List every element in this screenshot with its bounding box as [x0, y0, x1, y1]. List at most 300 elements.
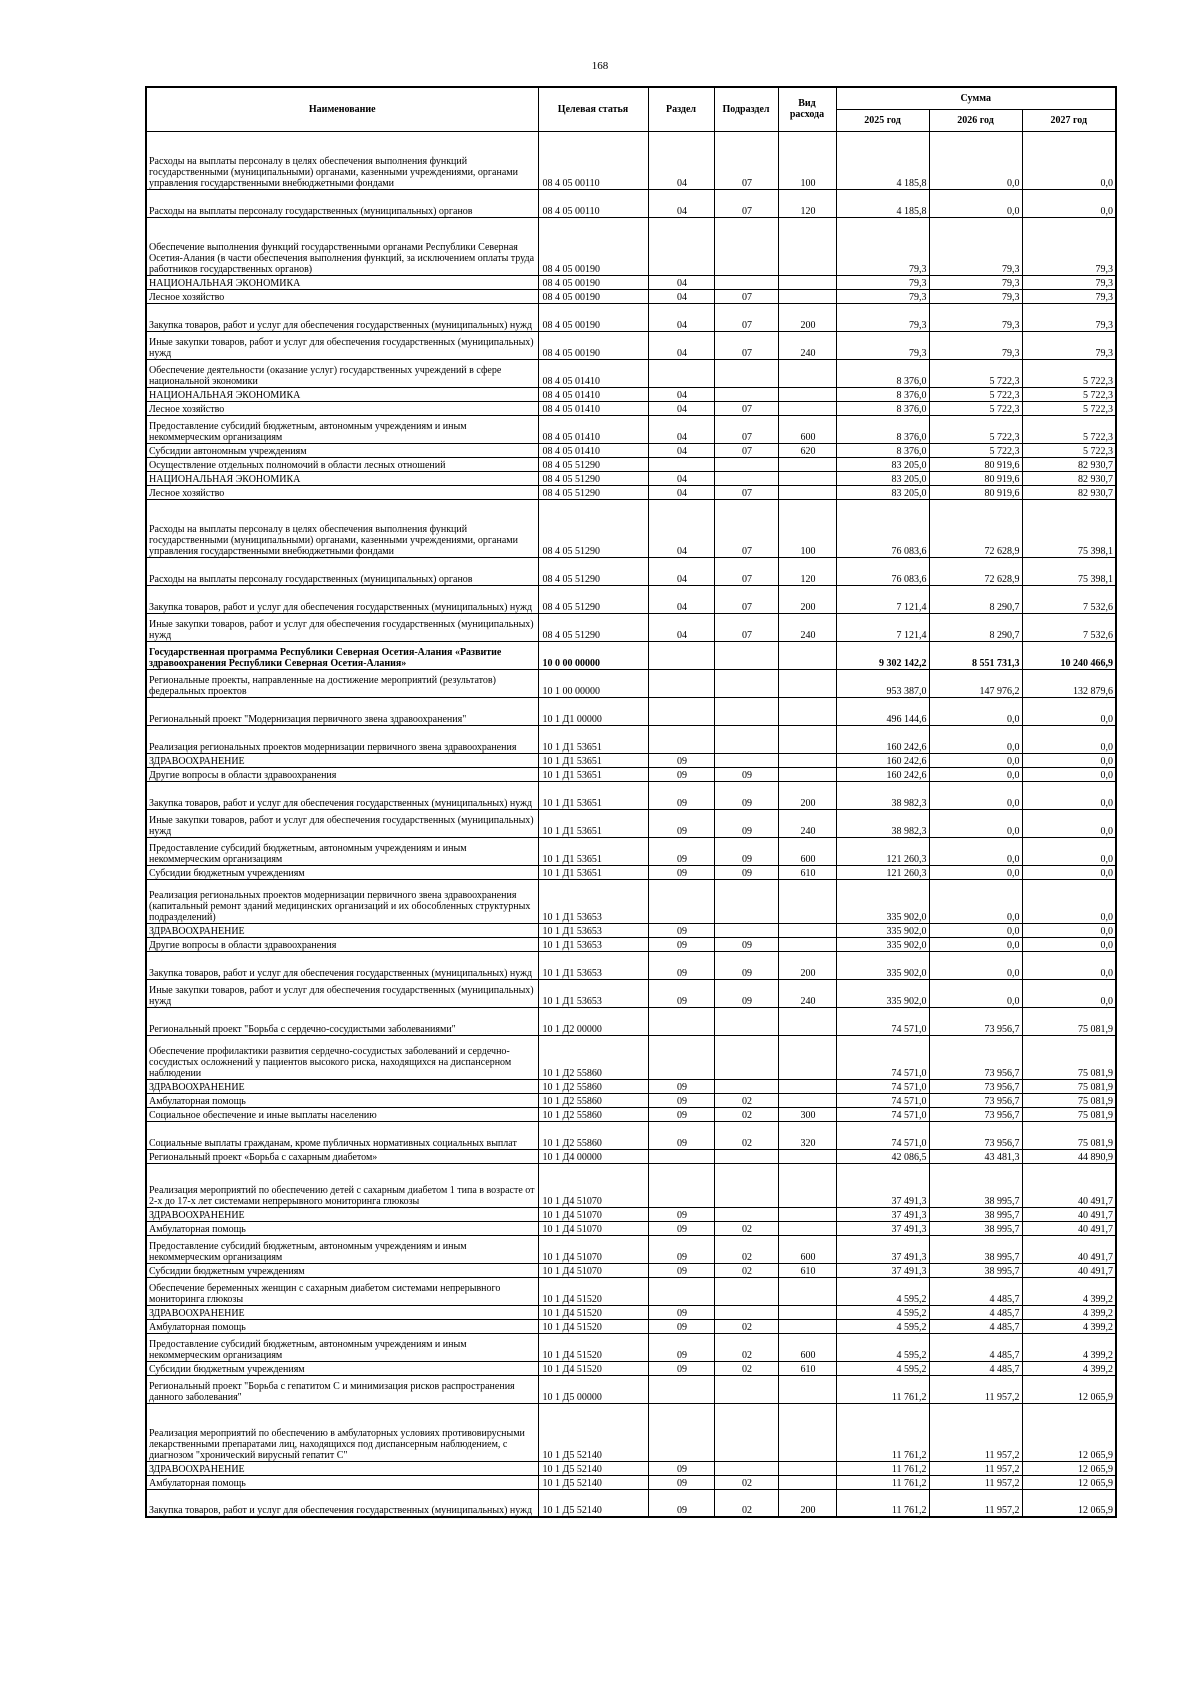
row-sum-2025: 74 571,0	[836, 1093, 929, 1107]
row-kind: 600	[778, 837, 836, 865]
row-target: 10 1 Д1 53651	[538, 865, 648, 879]
row-sum-2026: 79,3	[929, 303, 1022, 331]
table-row	[146, 879, 1116, 923]
row-kind	[778, 669, 836, 697]
row-target: 10 1 Д5 52140	[538, 1461, 648, 1475]
row-kind	[778, 1093, 836, 1107]
table-row	[146, 669, 1116, 697]
row-sum-2026: 73 956,7	[929, 1035, 1022, 1079]
table-row	[146, 697, 1116, 725]
row-name: НАЦИОНАЛЬНАЯ ЭКОНОМИКА	[146, 471, 538, 485]
row-sum-2025: 37 491,3	[836, 1221, 929, 1235]
table-row	[146, 415, 1116, 443]
row-sum-2027: 5 722,3	[1022, 387, 1116, 401]
row-subsection: 07	[714, 613, 778, 641]
row-name: Расходы на выплаты персоналу государственных (муниципальных) органов	[146, 189, 538, 217]
row-sum-2026: 4 485,7	[929, 1361, 1022, 1375]
row-subsection: 02	[714, 1475, 778, 1489]
table-row	[146, 1375, 1116, 1403]
row-name: Региональный проект "Борьба с сердечно-сосудистыми заболеваниями"	[146, 1007, 538, 1035]
row-sum-2026: 73 956,7	[929, 1007, 1022, 1035]
row-sum-2025: 74 571,0	[836, 1035, 929, 1079]
row-section	[648, 1375, 714, 1403]
row-name: ЗДРАВООХРАНЕНИЕ	[146, 1461, 538, 1475]
row-sum-2027: 0,0	[1022, 781, 1116, 809]
row-section: 04	[648, 613, 714, 641]
row-sum-2027: 4 399,2	[1022, 1361, 1116, 1375]
table-row	[146, 1163, 1116, 1207]
row-subsection: 09	[714, 837, 778, 865]
row-kind: 100	[778, 499, 836, 557]
row-kind: 240	[778, 979, 836, 1007]
row-subsection	[714, 457, 778, 471]
row-sum-2027: 12 065,9	[1022, 1489, 1116, 1517]
row-target: 10 1 Д2 55860	[538, 1107, 648, 1121]
row-target: 08 4 05 51290	[538, 585, 648, 613]
row-target: 10 1 Д1 00000	[538, 697, 648, 725]
row-sum-2027: 75 081,9	[1022, 1035, 1116, 1079]
table-row	[146, 359, 1116, 387]
row-sum-2026: 43 481,3	[929, 1149, 1022, 1163]
row-kind	[778, 767, 836, 781]
row-section: 09	[648, 1305, 714, 1319]
row-target: 08 4 05 00190	[538, 275, 648, 289]
row-sum-2026: 73 956,7	[929, 1079, 1022, 1093]
row-name: ЗДРАВООХРАНЕНИЕ	[146, 753, 538, 767]
row-target: 10 0 00 00000	[538, 641, 648, 669]
row-kind	[778, 937, 836, 951]
row-sum-2027: 75 398,1	[1022, 499, 1116, 557]
row-sum-2027: 5 722,3	[1022, 415, 1116, 443]
row-kind	[778, 1319, 836, 1333]
row-sum-2026: 73 956,7	[929, 1107, 1022, 1121]
row-sum-2025: 121 260,3	[836, 837, 929, 865]
row-sum-2027: 79,3	[1022, 289, 1116, 303]
row-kind: 240	[778, 331, 836, 359]
row-name: Закупка товаров, работ и услуг для обеспечения государственных (муниципальных) нужд	[146, 585, 538, 613]
row-sum-2025: 4 595,2	[836, 1305, 929, 1319]
table-row	[146, 753, 1116, 767]
row-name: ЗДРАВООХРАНЕНИЕ	[146, 1207, 538, 1221]
page-number: 168	[591, 60, 609, 72]
table-row	[146, 1035, 1116, 1079]
table-row	[146, 1403, 1116, 1461]
row-name: Закупка товаров, работ и услуг для обеспечения государственных (муниципальных) нужд	[146, 781, 538, 809]
table-row	[146, 1107, 1116, 1121]
row-name: Другие вопросы в области здравоохранения	[146, 937, 538, 951]
row-name: Субсидии бюджетным учреждениям	[146, 1361, 538, 1375]
row-section	[648, 1277, 714, 1305]
row-sum-2025: 83 205,0	[836, 485, 929, 499]
row-sum-2025: 8 376,0	[836, 359, 929, 387]
table-row	[146, 471, 1116, 485]
row-sum-2027: 75 081,9	[1022, 1107, 1116, 1121]
row-kind: 600	[778, 1235, 836, 1263]
row-name: Осуществление отдельных полномочий в области лесных отношений	[146, 457, 538, 471]
row-section: 04	[648, 485, 714, 499]
row-target: 08 4 05 51290	[538, 557, 648, 585]
row-kind	[778, 401, 836, 415]
row-subsection: 07	[714, 585, 778, 613]
row-sum-2025: 7 121,4	[836, 585, 929, 613]
row-subsection	[714, 1403, 778, 1461]
row-section: 09	[648, 923, 714, 937]
row-sum-2027: 5 722,3	[1022, 359, 1116, 387]
row-kind	[778, 725, 836, 753]
table-row	[146, 443, 1116, 457]
row-sum-2026: 5 722,3	[929, 443, 1022, 457]
row-section	[648, 669, 714, 697]
row-sum-2027: 0,0	[1022, 979, 1116, 1007]
row-sum-2025: 4 595,2	[836, 1277, 929, 1305]
row-target: 10 1 Д4 51070	[538, 1221, 648, 1235]
row-sum-2026: 11 957,2	[929, 1375, 1022, 1403]
row-sum-2025: 11 761,2	[836, 1403, 929, 1461]
row-target: 10 1 Д4 51520	[538, 1361, 648, 1375]
table-row	[146, 387, 1116, 401]
row-kind	[778, 1277, 836, 1305]
row-section	[648, 1163, 714, 1207]
row-sum-2025: 76 083,6	[836, 499, 929, 557]
table-row	[146, 1277, 1116, 1305]
table-row	[146, 937, 1116, 951]
row-name: Иные закупки товаров, работ и услуг для обеспечения государственных (муниципальных) нужд	[146, 979, 538, 1007]
row-name: Амбулаторная помощь	[146, 1319, 538, 1333]
row-sum-2026: 80 919,6	[929, 457, 1022, 471]
row-name: Социальные выплаты гражданам, кроме публичных нормативных социальных выплат	[146, 1121, 538, 1149]
col-header-kind: Вид расхода	[778, 87, 836, 131]
row-kind	[778, 471, 836, 485]
row-name: Региональный проект "Модернизация первичного звена здравоохранения"	[146, 697, 538, 725]
row-sum-2026: 5 722,3	[929, 401, 1022, 415]
row-subsection: 07	[714, 443, 778, 457]
row-sum-2025: 335 902,0	[836, 979, 929, 1007]
row-kind: 240	[778, 613, 836, 641]
row-subsection: 07	[714, 189, 778, 217]
row-subsection	[714, 1163, 778, 1207]
row-subsection	[714, 697, 778, 725]
table-row	[146, 1475, 1116, 1489]
row-kind: 600	[778, 1333, 836, 1361]
row-target: 10 1 Д4 51070	[538, 1235, 648, 1263]
row-subsection	[714, 669, 778, 697]
row-subsection: 02	[714, 1107, 778, 1121]
row-sum-2025: 38 982,3	[836, 781, 929, 809]
table-row	[146, 1263, 1116, 1277]
row-subsection: 09	[714, 979, 778, 1007]
row-section: 04	[648, 557, 714, 585]
row-sum-2027: 0,0	[1022, 879, 1116, 923]
row-subsection: 02	[714, 1361, 778, 1375]
row-sum-2025: 38 982,3	[836, 809, 929, 837]
row-name: Субсидии бюджетным учреждениям	[146, 1263, 538, 1277]
row-name: Лесное хозяйство	[146, 485, 538, 499]
row-target: 08 4 05 00190	[538, 331, 648, 359]
row-target: 10 1 Д1 53651	[538, 837, 648, 865]
row-sum-2025: 335 902,0	[836, 923, 929, 937]
row-sum-2025: 79,3	[836, 303, 929, 331]
row-name: Региональные проекты, направленные на достижение мероприятий (результатов) федеральных проектов	[146, 669, 538, 697]
row-kind: 200	[778, 1489, 836, 1517]
row-sum-2027: 4 399,2	[1022, 1305, 1116, 1319]
row-sum-2026: 72 628,9	[929, 499, 1022, 557]
row-target: 10 1 Д2 00000	[538, 1007, 648, 1035]
row-section: 09	[648, 781, 714, 809]
table-row	[146, 189, 1116, 217]
row-section	[648, 641, 714, 669]
row-sum-2026: 80 919,6	[929, 471, 1022, 485]
row-sum-2026: 11 957,2	[929, 1489, 1022, 1517]
row-name: Иные закупки товаров, работ и услуг для обеспечения государственных (муниципальных) нужд	[146, 809, 538, 837]
row-kind	[778, 485, 836, 499]
row-kind	[778, 1207, 836, 1221]
row-target: 08 4 05 01410	[538, 401, 648, 415]
row-target: 10 1 Д1 53653	[538, 979, 648, 1007]
row-sum-2027: 5 722,3	[1022, 401, 1116, 415]
row-sum-2027: 0,0	[1022, 725, 1116, 753]
row-sum-2027: 0,0	[1022, 753, 1116, 767]
row-section	[648, 879, 714, 923]
row-sum-2026: 79,3	[929, 289, 1022, 303]
row-sum-2025: 37 491,3	[836, 1263, 929, 1277]
row-target: 10 1 Д4 51520	[538, 1305, 648, 1319]
row-kind	[778, 275, 836, 289]
row-section: 04	[648, 401, 714, 415]
row-name: Субсидии бюджетным учреждениям	[146, 865, 538, 879]
row-sum-2025: 7 121,4	[836, 613, 929, 641]
row-kind	[778, 359, 836, 387]
row-subsection	[714, 1007, 778, 1035]
row-sum-2027: 0,0	[1022, 937, 1116, 951]
row-sum-2026: 72 628,9	[929, 557, 1022, 585]
row-sum-2025: 4 185,8	[836, 131, 929, 189]
row-subsection: 02	[714, 1093, 778, 1107]
row-sum-2025: 160 242,6	[836, 753, 929, 767]
row-target: 10 1 Д5 52140	[538, 1475, 648, 1489]
row-sum-2025: 4 185,8	[836, 189, 929, 217]
table-row	[146, 585, 1116, 613]
row-sum-2026: 8 290,7	[929, 585, 1022, 613]
table-row	[146, 1235, 1116, 1263]
row-sum-2026: 0,0	[929, 865, 1022, 879]
row-target: 10 1 Д2 55860	[538, 1093, 648, 1107]
row-name: Расходы на выплаты персоналу государственных (муниципальных) органов	[146, 557, 538, 585]
row-name: Обеспечение деятельности (оказание услуг) государственных учреждений в сфере национальной экономики	[146, 359, 538, 387]
row-target: 10 1 Д4 51520	[538, 1333, 648, 1361]
table-row	[146, 275, 1116, 289]
row-kind	[778, 217, 836, 275]
row-sum-2026: 5 722,3	[929, 415, 1022, 443]
row-section: 09	[648, 979, 714, 1007]
row-sum-2026: 0,0	[929, 131, 1022, 189]
row-subsection: 07	[714, 131, 778, 189]
row-sum-2025: 8 376,0	[836, 415, 929, 443]
row-name: ЗДРАВООХРАНЕНИЕ	[146, 1079, 538, 1093]
row-sum-2025: 83 205,0	[836, 457, 929, 471]
row-kind	[778, 387, 836, 401]
row-name: Лесное хозяйство	[146, 401, 538, 415]
row-subsection	[714, 1277, 778, 1305]
row-subsection: 09	[714, 951, 778, 979]
table-row	[146, 1079, 1116, 1093]
table-row	[146, 1007, 1116, 1035]
row-section: 04	[648, 131, 714, 189]
row-name: Предоставление субсидий бюджетным, автономным учреждениям и иным некоммерческим организациям	[146, 1235, 538, 1263]
row-sum-2027: 4 399,2	[1022, 1319, 1116, 1333]
row-sum-2026: 79,3	[929, 275, 1022, 289]
row-section	[648, 359, 714, 387]
row-target: 10 1 Д2 55860	[538, 1121, 648, 1149]
row-sum-2025: 11 761,2	[836, 1375, 929, 1403]
row-sum-2026: 5 722,3	[929, 359, 1022, 387]
row-section: 09	[648, 1093, 714, 1107]
row-name: Другие вопросы в области здравоохранения	[146, 767, 538, 781]
row-subsection: 02	[714, 1263, 778, 1277]
row-kind: 200	[778, 585, 836, 613]
row-target: 08 4 05 00190	[538, 289, 648, 303]
row-sum-2026: 73 956,7	[929, 1093, 1022, 1107]
row-sum-2026: 0,0	[929, 697, 1022, 725]
table-row	[146, 809, 1116, 837]
row-sum-2027: 12 065,9	[1022, 1403, 1116, 1461]
row-section	[648, 1007, 714, 1035]
row-kind: 600	[778, 415, 836, 443]
row-sum-2026: 38 995,7	[929, 1263, 1022, 1277]
row-sum-2026: 0,0	[929, 837, 1022, 865]
row-name: ЗДРАВООХРАНЕНИЕ	[146, 1305, 538, 1319]
row-kind: 120	[778, 189, 836, 217]
row-sum-2027: 4 399,2	[1022, 1333, 1116, 1361]
row-subsection: 09	[714, 781, 778, 809]
row-name: Реализация мероприятий по обеспечению в амбулаторных условиях противовирусными лекарственными препаратами лиц, находящихся под диспансерным наблюдением, с диагнозом "хронический вирусный гепатит С"	[146, 1403, 538, 1461]
row-sum-2025: 8 376,0	[836, 387, 929, 401]
row-sum-2027: 0,0	[1022, 767, 1116, 781]
row-kind	[778, 1475, 836, 1489]
row-subsection: 02	[714, 1489, 778, 1517]
row-sum-2025: 335 902,0	[836, 937, 929, 951]
row-kind	[778, 1221, 836, 1235]
row-sum-2026: 80 919,6	[929, 485, 1022, 499]
row-kind	[778, 457, 836, 471]
row-sum-2025: 121 260,3	[836, 865, 929, 879]
row-section	[648, 1035, 714, 1079]
row-target: 08 4 05 00190	[538, 217, 648, 275]
row-subsection	[714, 1035, 778, 1079]
row-sum-2027: 40 491,7	[1022, 1263, 1116, 1277]
row-sum-2027: 79,3	[1022, 303, 1116, 331]
row-sum-2026: 0,0	[929, 753, 1022, 767]
row-subsection: 07	[714, 557, 778, 585]
row-kind: 610	[778, 865, 836, 879]
row-subsection: 07	[714, 499, 778, 557]
row-sum-2025: 74 571,0	[836, 1121, 929, 1149]
row-kind	[778, 1461, 836, 1475]
row-name: Государственная программа Республики Северная Осетия-Алания «Развитие здравоохранения Республики Северная Осетия-Алания»	[146, 641, 538, 669]
row-sum-2027: 40 491,7	[1022, 1235, 1116, 1263]
table-body	[146, 131, 1116, 1517]
row-sum-2027: 0,0	[1022, 951, 1116, 979]
row-subsection	[714, 387, 778, 401]
table-row	[146, 457, 1116, 471]
row-kind: 100	[778, 131, 836, 189]
row-kind	[778, 1007, 836, 1035]
row-sum-2027: 75 081,9	[1022, 1121, 1116, 1149]
row-sum-2025: 9 302 142,2	[836, 641, 929, 669]
row-sum-2026: 4 485,7	[929, 1333, 1022, 1361]
table-row	[146, 767, 1116, 781]
row-name: НАЦИОНАЛЬНАЯ ЭКОНОМИКА	[146, 275, 538, 289]
row-target: 10 1 Д1 53651	[538, 753, 648, 767]
row-subsection: 02	[714, 1221, 778, 1235]
row-target: 10 1 Д4 51520	[538, 1319, 648, 1333]
row-sum-2026: 0,0	[929, 937, 1022, 951]
row-kind: 200	[778, 303, 836, 331]
table-row	[146, 837, 1116, 865]
row-target: 10 1 Д5 52140	[538, 1489, 648, 1517]
row-sum-2026: 4 485,7	[929, 1305, 1022, 1319]
row-kind	[778, 1149, 836, 1163]
row-subsection: 09	[714, 865, 778, 879]
table-row	[146, 1461, 1116, 1475]
row-sum-2027: 0,0	[1022, 131, 1116, 189]
row-subsection: 02	[714, 1333, 778, 1361]
row-kind: 300	[778, 1107, 836, 1121]
row-target: 08 4 05 01410	[538, 387, 648, 401]
table-row	[146, 1121, 1116, 1149]
row-name: Расходы на выплаты персоналу в целях обеспечения выполнения функций государственными (муниципальными) органами, казенными учреждениями, органами управления государственными внебюджетными фондами	[146, 499, 538, 557]
row-kind	[778, 1035, 836, 1079]
row-sum-2026: 38 995,7	[929, 1163, 1022, 1207]
row-sum-2025: 42 086,5	[836, 1149, 929, 1163]
row-kind	[778, 1403, 836, 1461]
row-sum-2026: 0,0	[929, 725, 1022, 753]
row-name: Закупка товаров, работ и услуг для обеспечения государственных (муниципальных) нужд	[146, 951, 538, 979]
row-subsection	[714, 725, 778, 753]
row-section: 04	[648, 331, 714, 359]
row-kind: 620	[778, 443, 836, 457]
row-subsection: 02	[714, 1235, 778, 1263]
row-sum-2025: 11 761,2	[836, 1461, 929, 1475]
row-sum-2027: 40 491,7	[1022, 1163, 1116, 1207]
row-subsection: 09	[714, 937, 778, 951]
table-row	[146, 725, 1116, 753]
row-sum-2027: 12 065,9	[1022, 1375, 1116, 1403]
row-sum-2026: 5 722,3	[929, 387, 1022, 401]
row-section: 09	[648, 865, 714, 879]
table-row	[146, 1149, 1116, 1163]
row-target: 10 1 Д4 51070	[538, 1263, 648, 1277]
row-kind: 120	[778, 557, 836, 585]
col-header-section: Раздел	[648, 87, 714, 131]
row-sum-2025: 160 242,6	[836, 767, 929, 781]
table-row	[146, 1333, 1116, 1361]
row-sum-2027: 7 532,6	[1022, 613, 1116, 641]
row-sum-2026: 11 957,2	[929, 1403, 1022, 1461]
row-sum-2027: 79,3	[1022, 217, 1116, 275]
row-sum-2027: 10 240 466,9	[1022, 641, 1116, 669]
row-target: 08 4 05 00110	[538, 189, 648, 217]
row-section: 09	[648, 1461, 714, 1475]
row-target: 10 1 Д4 00000	[538, 1149, 648, 1163]
row-target: 10 1 Д1 53651	[538, 781, 648, 809]
row-sum-2026: 79,3	[929, 331, 1022, 359]
row-section: 04	[648, 499, 714, 557]
row-subsection	[714, 641, 778, 669]
row-sum-2025: 953 387,0	[836, 669, 929, 697]
row-name: Предоставление субсидий бюджетным, автономным учреждениям и иным некоммерческим организациям	[146, 837, 538, 865]
row-sum-2027: 82 930,7	[1022, 471, 1116, 485]
row-subsection: 07	[714, 485, 778, 499]
